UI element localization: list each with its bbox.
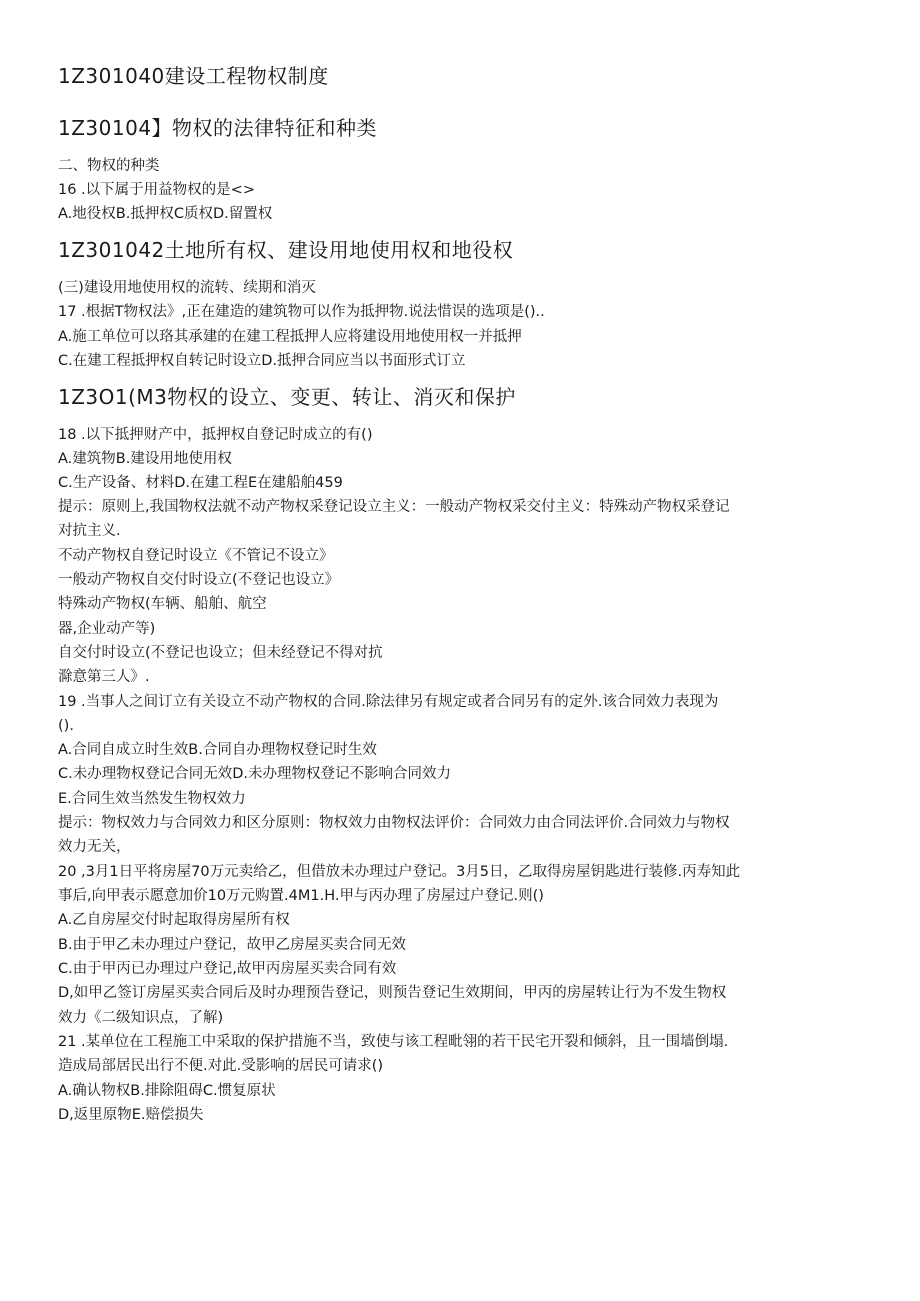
text-line: C.生产设备、材料D.在建工程E在建船舶459 <box>58 475 343 491</box>
text-line: (). <box>58 718 74 734</box>
text-line: A.地役权B.抵押权C质权D.留置权 <box>58 206 273 222</box>
text-line: (三)建设用地使用权的流转、续期和消灭 <box>58 280 316 296</box>
text-line: 二、物权的种类 <box>58 158 160 174</box>
text-line: E.合同生效当然发生物权效力 <box>58 791 246 807</box>
text-line: C.在建工程抵押权自转记时设立D.抵押合同应当以书面形式订立 <box>58 353 466 369</box>
text-line: 18 .以下抵押财产中，抵押权自登记时成立的有() <box>58 427 373 443</box>
text-line: 效力《二级知识点，了解) <box>58 1010 224 1026</box>
text-line: 不动产物权自登记时设立《不管记不设立》 <box>58 548 334 564</box>
text-line: 20 ,3月1日平将房屋70万元卖给乙，但借放未办理过户登记。3月5日，乙取得房屋钥匙进行装修.丙寿知此 <box>58 864 741 880</box>
text-line: 器,企业动产等) <box>58 621 156 637</box>
text-line: A.合同自成立时生效B.合同自办理物权登记时生效 <box>58 742 377 758</box>
text-line: 自交付时设立(不登记也设立；但未经登记不得对抗 <box>58 645 383 661</box>
text-line: D,如甲乙签订房屋买卖合同后及时办理预告登记，则预告登记生效期间，甲丙的房屋转让行为不发生物权 <box>58 985 727 1001</box>
text-line: A.施工单位可以珞其承建的在建工程抵押人应将建设用地使用权一并抵押 <box>58 329 522 345</box>
text-line: B.由于甲乙未办理过户登记，故甲乙房屋买卖合同无效 <box>58 937 407 953</box>
text-line: 提示：物权效力与合同效力和区分原则：物权效力由物权法评价：合同效力由合同法评价.合同效力与物权 <box>58 815 730 831</box>
text-line: A.乙自房屋交付时起取得房屋所有权 <box>58 912 290 928</box>
section-heading: 1Z301042土地所有权、建设用地使用权和地役权 <box>58 238 514 262</box>
text-line: 特殊动产物权(车辆、船舶、航空 <box>58 596 267 612</box>
text-line: 19 .当事人之间订立有关设立不动产物权的合同.除法律另有规定或者合同另有的定外.该合同效力表现为 <box>58 694 719 710</box>
section-heading: 1Z301040建设工程物权制度 <box>58 64 329 88</box>
text-line: 效力无关， <box>58 839 131 855</box>
text-line: 造成局部居民出行不便.对此.受影响的居民可请求() <box>58 1058 384 1074</box>
section-heading: 1Z3O1(M3物权的设立、变更、转让、消灭和保护 <box>58 385 516 409</box>
text-line: 一般动产物权自交付时设立(不登记也设立》 <box>58 572 340 588</box>
section-heading: 1Z30104】物权的法律特征和种类 <box>58 116 378 140</box>
text-line: 事后,向甲表示愿意加价10万元购置.4M1.H.甲与丙办理了房屋过户登记.则() <box>58 888 544 904</box>
text-line: 滁意第三人》. <box>58 669 150 685</box>
text-line: C.由于甲丙已办理过户登记,故甲丙房屋买卖合同有效 <box>58 961 397 977</box>
text-line: 17 .根据T物权法》,正在建造的建筑物可以作为抵押物.说法惜误的选项是().. <box>58 304 545 320</box>
text-line: D,返里原物E.赔偿损失 <box>58 1107 204 1123</box>
text-line: 对抗主义. <box>58 523 121 539</box>
text-line: 21 .某单位在工程施工中采取的保护措施不当，致使与该工程毗翎的若干民宅开裂和倾斜，且一围墙倒塌. <box>58 1034 729 1050</box>
text-line: A.确认物权B.排除阻碍C.惯复原状 <box>58 1083 276 1099</box>
text-line: C.未办理物权登记合同无效D.未办理物权登记不影响合同效力 <box>58 766 452 782</box>
text-line: 提示：原则上,我国物权法就不动产物权采登记设立主义：一般动产物权采交付主义：特殊动产物权采登记 <box>58 499 730 515</box>
text-line: A.建筑物B.建设用地使用权 <box>58 451 232 467</box>
text-line: 16 .以下属于用益物权的是<> <box>58 182 255 198</box>
